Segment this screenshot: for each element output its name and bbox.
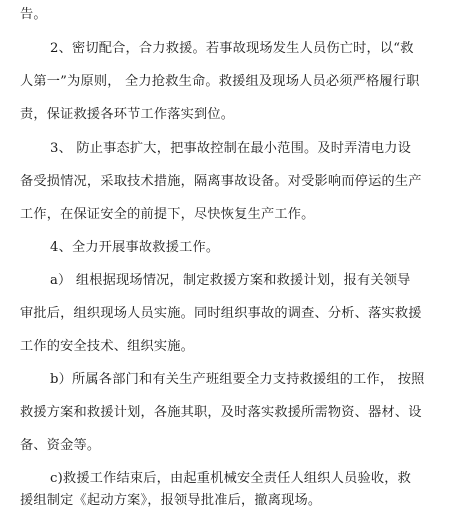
text-line-4: 责，保证救援各环节工作落实到位。 (20, 107, 235, 122)
text-line-10: 审批后，组织现场人员实施。同时组织事故的调查、分析、落实救援 (20, 306, 422, 321)
text-line-8: 4、全力开展事故救援工作。 (50, 240, 220, 255)
text-line-1: 告。 (20, 7, 47, 22)
text-line-2: 2、密切配合，合力救援。若事故现场发生人员伤亡时，以“救 (50, 41, 414, 56)
text-line-12: b）所属各部门和有关生产班组要全力支持救援组的工作， 按照 (50, 372, 425, 387)
text-line-9: a） 组根据现场情况，制定救援方案和救援计划，报有关领导 (50, 273, 411, 288)
text-line-7: 工作，在保证安全的前提下，尽快恢复生产工作。 (20, 207, 315, 222)
text-line-3: 人第一”为原则， 全力抢救生命。救援组及现场人员必须严格履行职 (20, 74, 420, 89)
text-line-16: 援组制定《起动方案》，报领导批准后，撤离现场。 (20, 493, 322, 508)
text-line-5: 3、 防止事态扩大，把事故控制在最小范围。及时弄清电力设 (50, 141, 412, 156)
text-line-11: 工作的安全技术、组织实施。 (20, 339, 195, 354)
text-line-14: 备、资金等。 (20, 438, 101, 453)
text-line-15: c)救援工作结束后，由起重机械安全责任人组织人员验收，救 (50, 471, 412, 486)
text-line-13: 救援方案和救援计划，各施其职，及时落实救援所需物资、器材、设 (20, 405, 422, 420)
text-line-6: 备受损情况，采取技术措施，隔离事故设备。对受影响而停运的生产 (20, 174, 422, 189)
